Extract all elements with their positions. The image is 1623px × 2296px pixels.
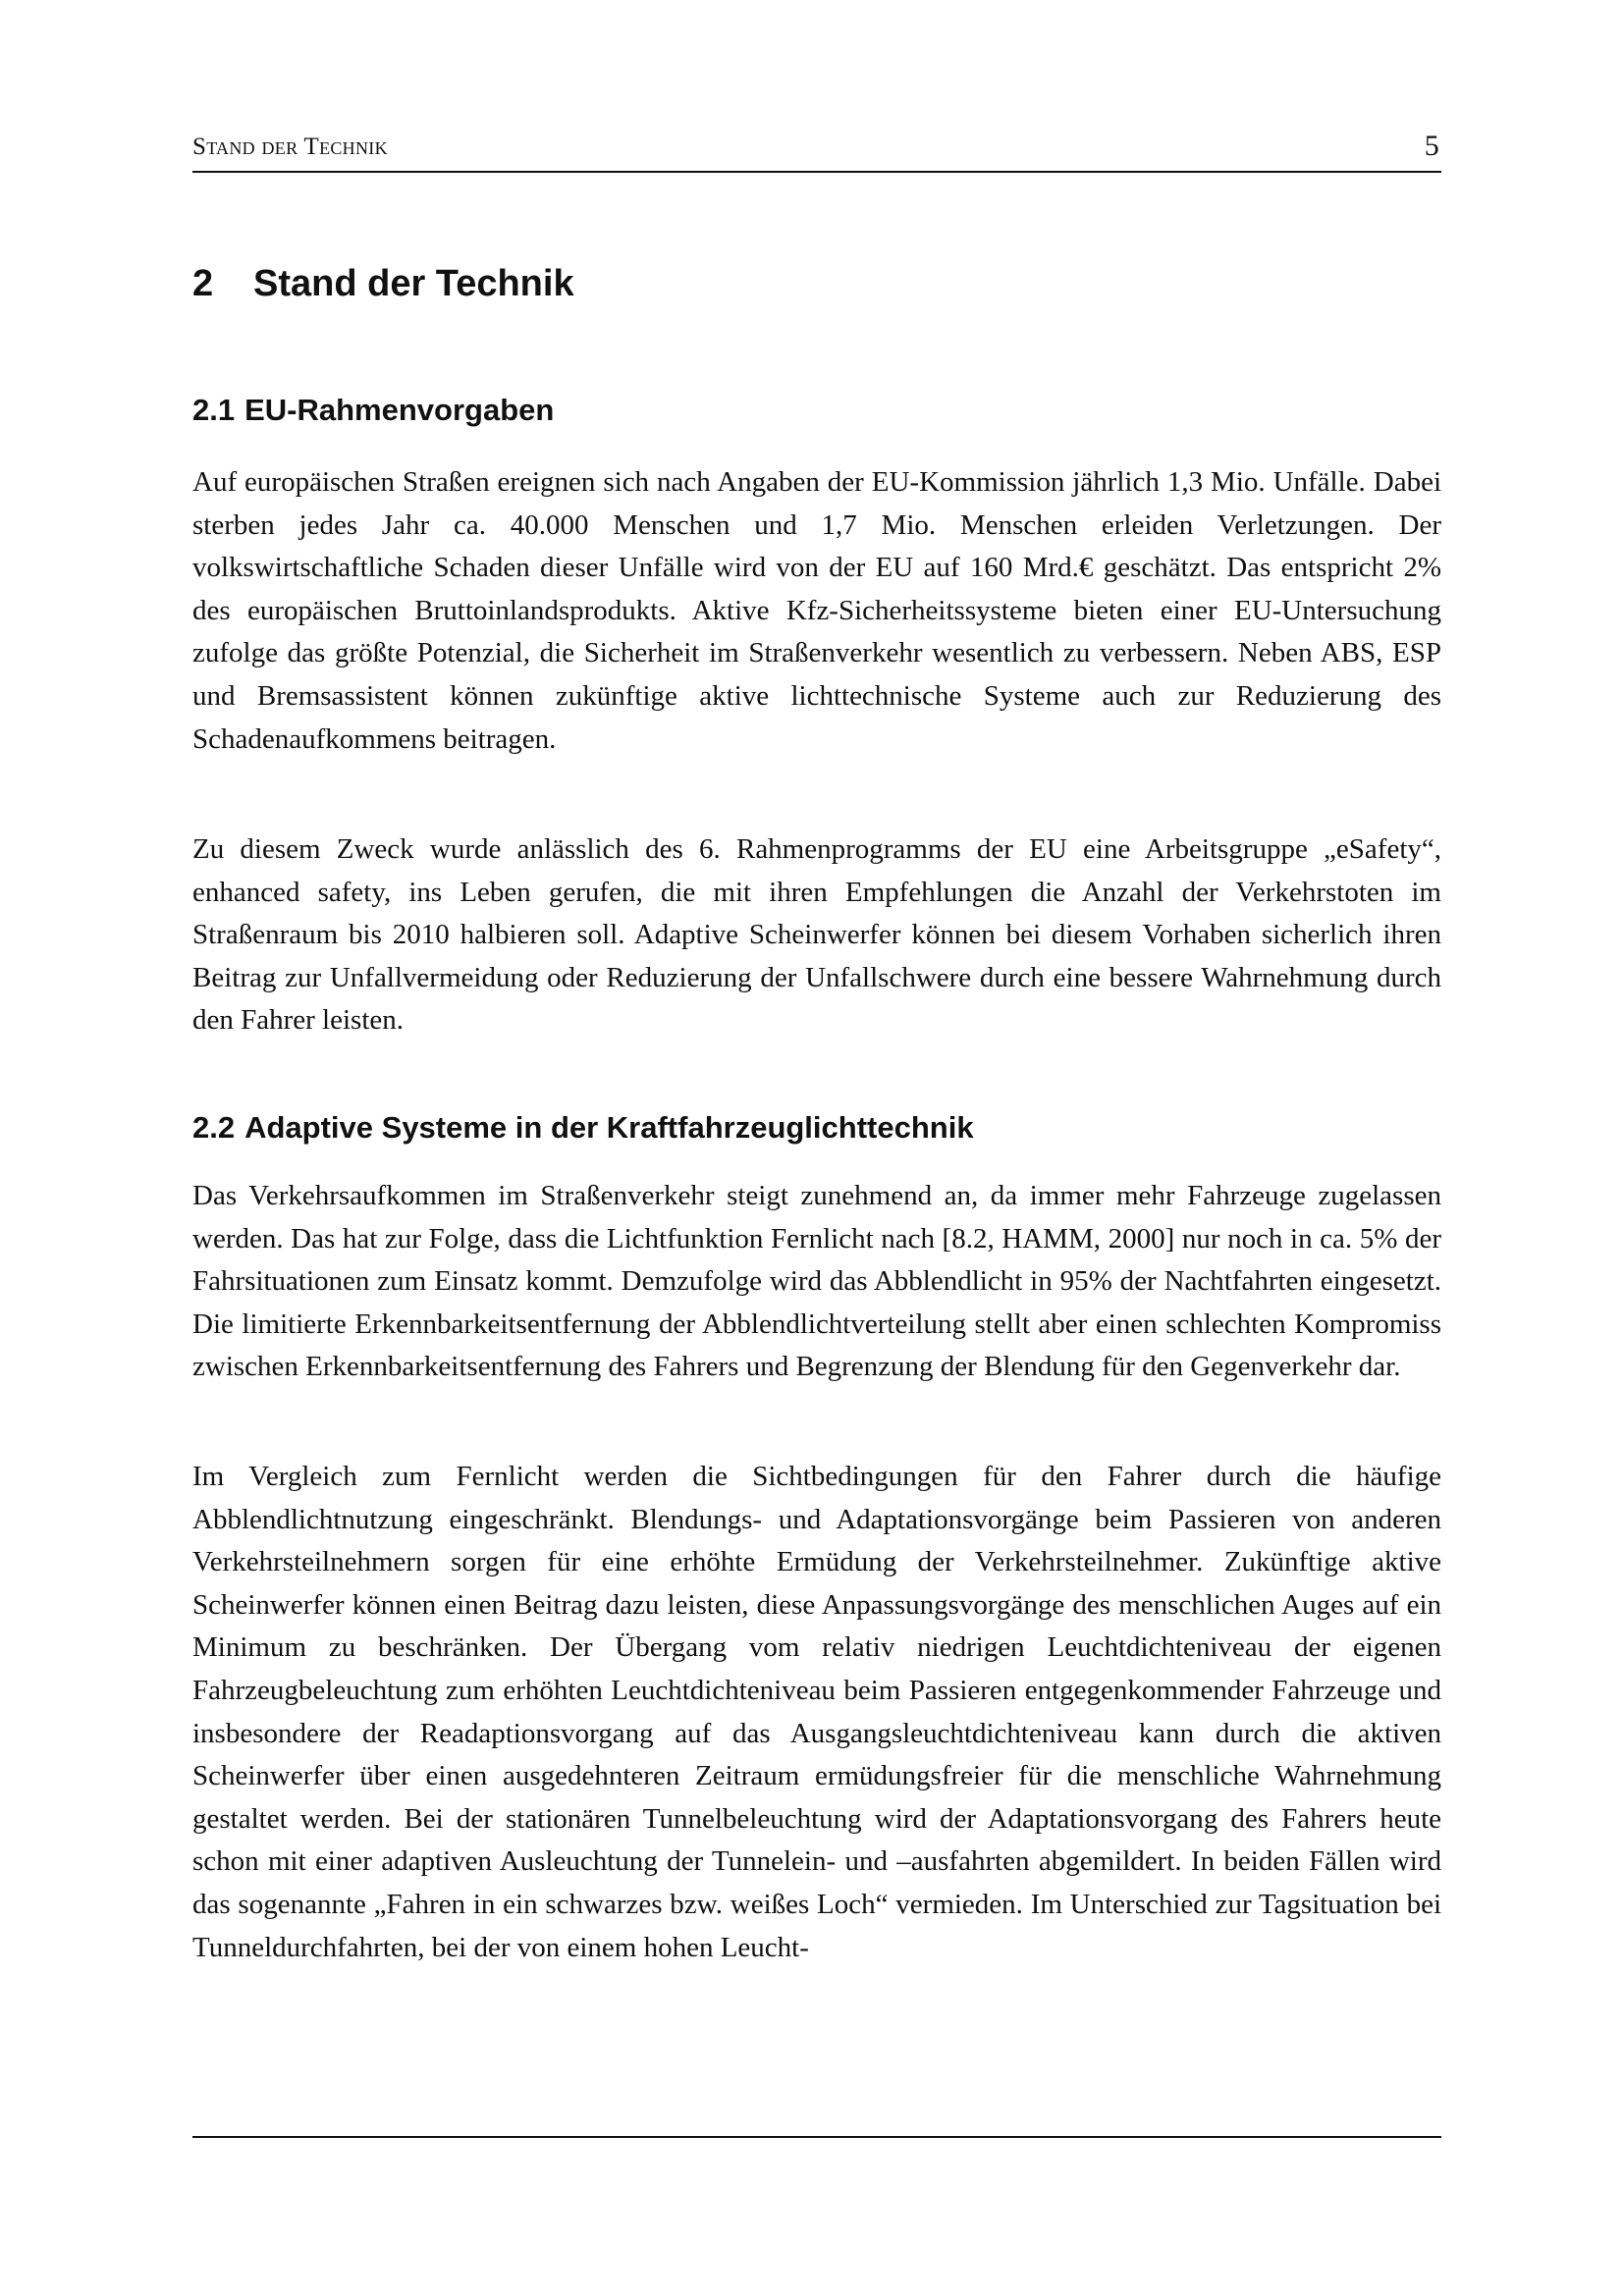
paragraph: Im Vergleich zum Fernlicht werden die Sichtbedingungen für den Fahrer durch die häufige Abblendlichtnutzung eingeschränkt. Blendungs- und Adaptationsvorgänge beim Passieren von anderen Verkehrsteilnehmern sorgen für eine erhöhte Ermüdung der Verkehrsteilnehmer. Zukünftige aktive Scheinwerfer können einen Beitrag dazu leisten, diese Anpassungsvorgänge des menschlichen Auges auf ein Minimum zu beschränken. Der Übergang vom relativ niedrigen Leuchtdichteniveau der eigenen Fahrzeugbeleuchtung zum erhöhten Leuchtdichteniveau beim Passieren entgegenkommender Fahrzeuge und insbesondere der Readaptionsvorgang auf das Ausgangsleuchtdichteniveau kann durch die aktiven Scheinwerfer über einen ausgedehnteren Zeitraum ermüdungsfreier für die menschliche Wahrnehmung gestaltet werden. Bei der stationären Tunnelbeleuchtung wird der Adaptationsvorgang des Fahrers heute schon mit einer adaptiven Ausleuchtung der Tunnelein- und –ausfahrten abgemildert. In beiden Fällen wird das sogenannte „Fahren in ein schwarzes bzw. weißes Loch“ vermieden. Im Unterschied zur Tagsituation bei Tunneldurchfahrten, bei der von einem hohen Leucht- bbox=[192, 1461, 1441, 1963]
running-head-title: Stand der Technik bbox=[192, 133, 388, 160]
section-title: Adaptive Systeme in der Kraftfahrzeuglichttechnik bbox=[244, 1110, 974, 1145]
chapter-heading bbox=[192, 263, 574, 305]
chapter-title: Stand der Technik bbox=[253, 263, 574, 304]
section-heading bbox=[192, 393, 554, 428]
header-rule bbox=[192, 171, 1441, 173]
chapter-number: 2 bbox=[192, 263, 214, 304]
page-number: 5 bbox=[1424, 130, 1439, 162]
running-head bbox=[192, 130, 1441, 162]
paragraph: Auf europäischen Straßen ereignen sich nach Angaben der EU-Kommission jährlich 1,3 Mio. Unfälle. Dabei sterben jedes Jahr ca. 40.000 Menschen und 1,7 Mio. Menschen erleiden Verletzungen. Der volkswirtschaftliche Schaden dieser Unfälle wird von der EU auf 160 Mrd.€ geschätzt. Das entspricht 2% des europäischen Bruttoinlandsprodukts. Aktive Kfz-Sicherheitssysteme bieten einer EU-Untersuchung zufolge das größte Potenzial, die Sicherheit im Straßenverkehr wesentlich zu verbessern. Neben ABS, ESP und Bremsassistent können zukünftige aktive lichttechnische Systeme auch zur Reduzierung des Schadenaufkommens beitragen. bbox=[192, 466, 1441, 755]
section-number: 2.2 bbox=[192, 1110, 236, 1145]
footer-rule bbox=[192, 2136, 1441, 2138]
paragraph: Das Verkehrsaufkommen im Straßenverkehr steigt zunehmend an, da immer mehr Fahrzeuge zugelassen werden. Das hat zur Folge, dass die Lichtfunktion Fernlicht nach [8.2, HAMM, 2000] nur noch in ca. 5% der Fahrsituationen zum Einsatz kommt. Demzufolge wird das Abblendlicht in 95% der Nachtfahrten eingesetzt. Die limitierte Erkennbarkeitsentfernung der Abblendlichtverteilung stellt aber einen schlechten Kompromiss zwischen Erkennbarkeitsentfernung des Fahrers und Begrenzung der Blendung für den Gegenverkehr dar. bbox=[192, 1180, 1441, 1383]
paragraph: Zu diesem Zweck wurde anlässlich des 6. Rahmenprogramms der EU eine Arbeitsgruppe „eSafety“, enhanced safety, ins Leben gerufen, die mit ihren Empfehlungen die Anzahl der Verkehrstoten im Straßenraum bis 2010 halbieren soll. Adaptive Scheinwerfer können bei diesem Vorhaben sicherlich ihren Beitrag zur Unfallvermeidung oder Reduzierung der Unfallschwere durch eine bessere Wahrnehmung durch den Fahrer leisten. bbox=[192, 833, 1441, 1037]
section-title: EU-Rahmenvorgaben bbox=[244, 393, 555, 427]
section-heading bbox=[192, 1110, 974, 1146]
section-number: 2.1 bbox=[192, 393, 236, 427]
